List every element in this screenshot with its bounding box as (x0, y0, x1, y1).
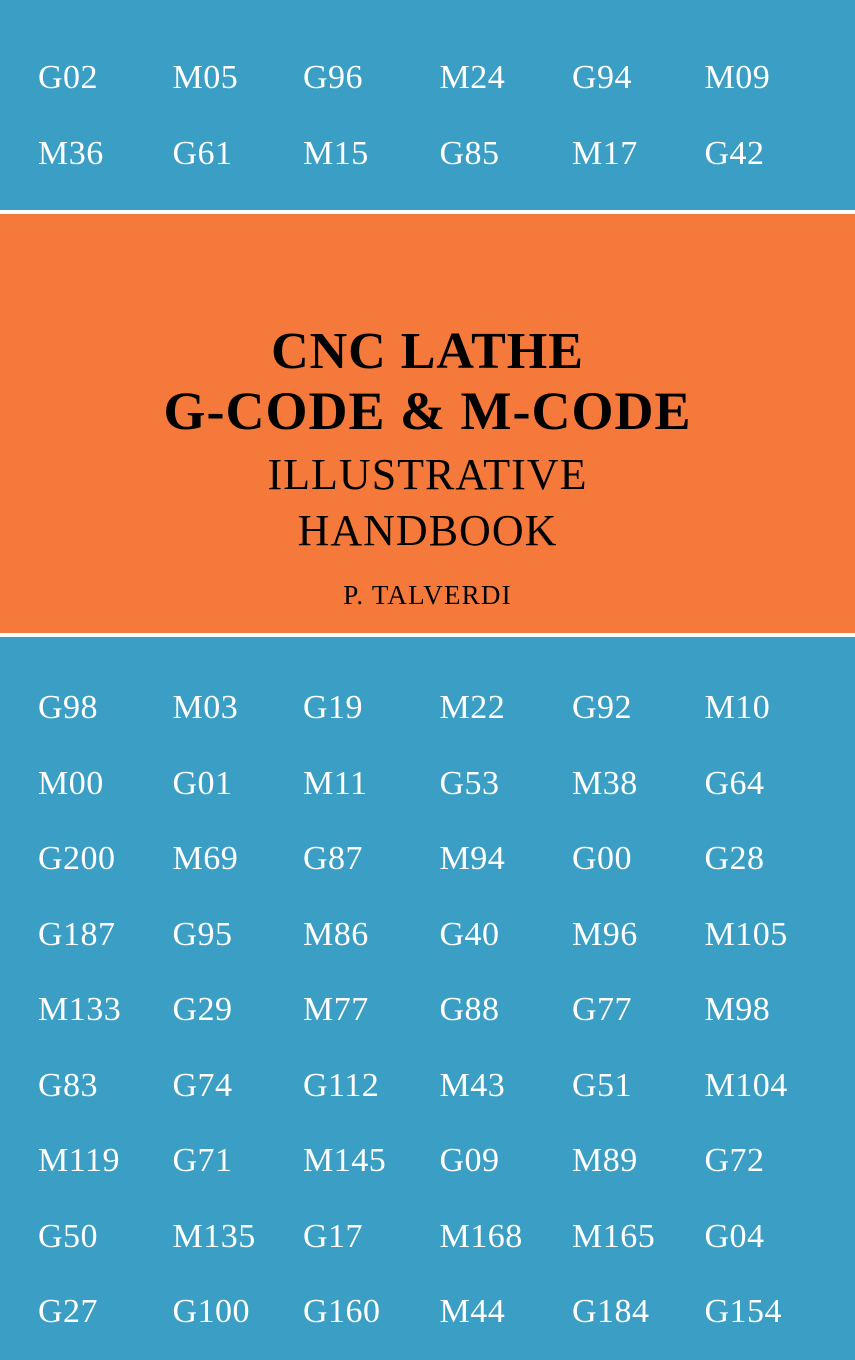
code-chip: M168 (439, 1217, 523, 1255)
code-chip: M135 (172, 1217, 256, 1255)
book-title-line-2: G-CODE & M-CODE (163, 381, 692, 442)
code-row (0, 116, 855, 192)
code-chip: M77 (303, 991, 369, 1029)
book-title-line-1: CNC LATHE (271, 323, 584, 380)
code-chip: G87 (303, 840, 364, 878)
code-chip: M69 (172, 840, 239, 878)
code-chip: M17 (572, 135, 638, 172)
code-chip: M03 (172, 689, 239, 727)
code-chip: G184 (572, 1293, 650, 1331)
code-chip: G04 (704, 1217, 765, 1255)
code-chip: G29 (172, 991, 233, 1029)
code-chip: G74 (172, 1066, 233, 1104)
code-chip: G72 (704, 1142, 765, 1180)
code-chip: G02 (38, 59, 99, 96)
code-chip: G42 (704, 135, 765, 172)
author-name: P. TALVERDI (343, 579, 512, 610)
code-chip: M89 (572, 1142, 638, 1180)
code-chip: G85 (439, 135, 500, 172)
code-chip: G71 (172, 1142, 233, 1180)
code-chip: G27 (38, 1293, 99, 1331)
code-chip: M94 (439, 840, 506, 878)
code-row (0, 746, 855, 822)
code-chip: G160 (303, 1293, 381, 1331)
code-chip: M43 (439, 1066, 506, 1104)
book-subtitle-line-2: HANDBOOK (297, 506, 558, 556)
code-row (0, 973, 855, 1049)
code-chip: M105 (704, 915, 788, 953)
code-chip: G154 (704, 1293, 783, 1331)
code-chip: G40 (439, 915, 500, 953)
code-chip: M98 (704, 991, 771, 1029)
book-subtitle-line-1: ILLUSTRATIVE (267, 449, 588, 499)
code-chip: G77 (572, 991, 633, 1029)
code-chip: M10 (704, 689, 771, 727)
code-row (0, 40, 855, 116)
code-row (0, 822, 855, 898)
code-chip: G112 (303, 1066, 380, 1104)
code-chip: G17 (303, 1217, 364, 1255)
code-chip: M15 (303, 135, 369, 172)
code-chip: G51 (572, 1066, 633, 1104)
code-chip: G83 (38, 1066, 99, 1104)
code-chip: M133 (38, 991, 122, 1029)
top-code-band (0, 0, 855, 210)
code-chip: G96 (303, 59, 364, 96)
code-chip: G88 (439, 991, 500, 1029)
code-chip: M09 (704, 59, 771, 96)
code-chip: M119 (38, 1142, 120, 1180)
bottom-code-band (0, 637, 855, 1360)
code-chip: G00 (572, 840, 633, 878)
code-chip: G19 (303, 689, 364, 727)
code-row (0, 897, 855, 973)
code-chip: M05 (172, 59, 239, 96)
code-chip: M00 (38, 764, 104, 802)
code-row (0, 1275, 855, 1351)
code-chip: M165 (572, 1217, 656, 1255)
code-chip: G100 (172, 1293, 251, 1331)
code-chip: G92 (572, 689, 633, 727)
code-chip: G09 (439, 1142, 500, 1180)
code-chip: G94 (572, 59, 633, 96)
code-row (0, 1124, 855, 1200)
code-chip: G28 (704, 840, 765, 878)
code-chip: M44 (439, 1293, 506, 1331)
code-chip: M96 (572, 915, 638, 953)
code-chip: M36 (38, 135, 104, 172)
code-chip: M86 (303, 915, 369, 953)
code-chip: M38 (572, 764, 638, 802)
code-chip: G98 (38, 689, 99, 727)
code-chip: G200 (38, 840, 116, 878)
code-row (0, 671, 855, 747)
code-chip: G53 (439, 764, 500, 802)
code-chip: M104 (704, 1066, 788, 1104)
code-chip: G95 (172, 915, 233, 953)
code-chip: M11 (303, 764, 368, 802)
code-chip: G64 (704, 764, 765, 802)
code-chip: M145 (303, 1142, 387, 1180)
title-band (0, 210, 855, 637)
code-chip: G50 (38, 1217, 99, 1255)
code-row (0, 1048, 855, 1124)
title-block (0, 322, 855, 559)
code-chip: G187 (38, 915, 116, 953)
code-row (0, 1199, 855, 1275)
code-chip: G01 (172, 764, 233, 802)
code-chip: M22 (439, 689, 506, 727)
code-chip: G61 (172, 135, 233, 172)
code-chip: M24 (439, 59, 506, 96)
